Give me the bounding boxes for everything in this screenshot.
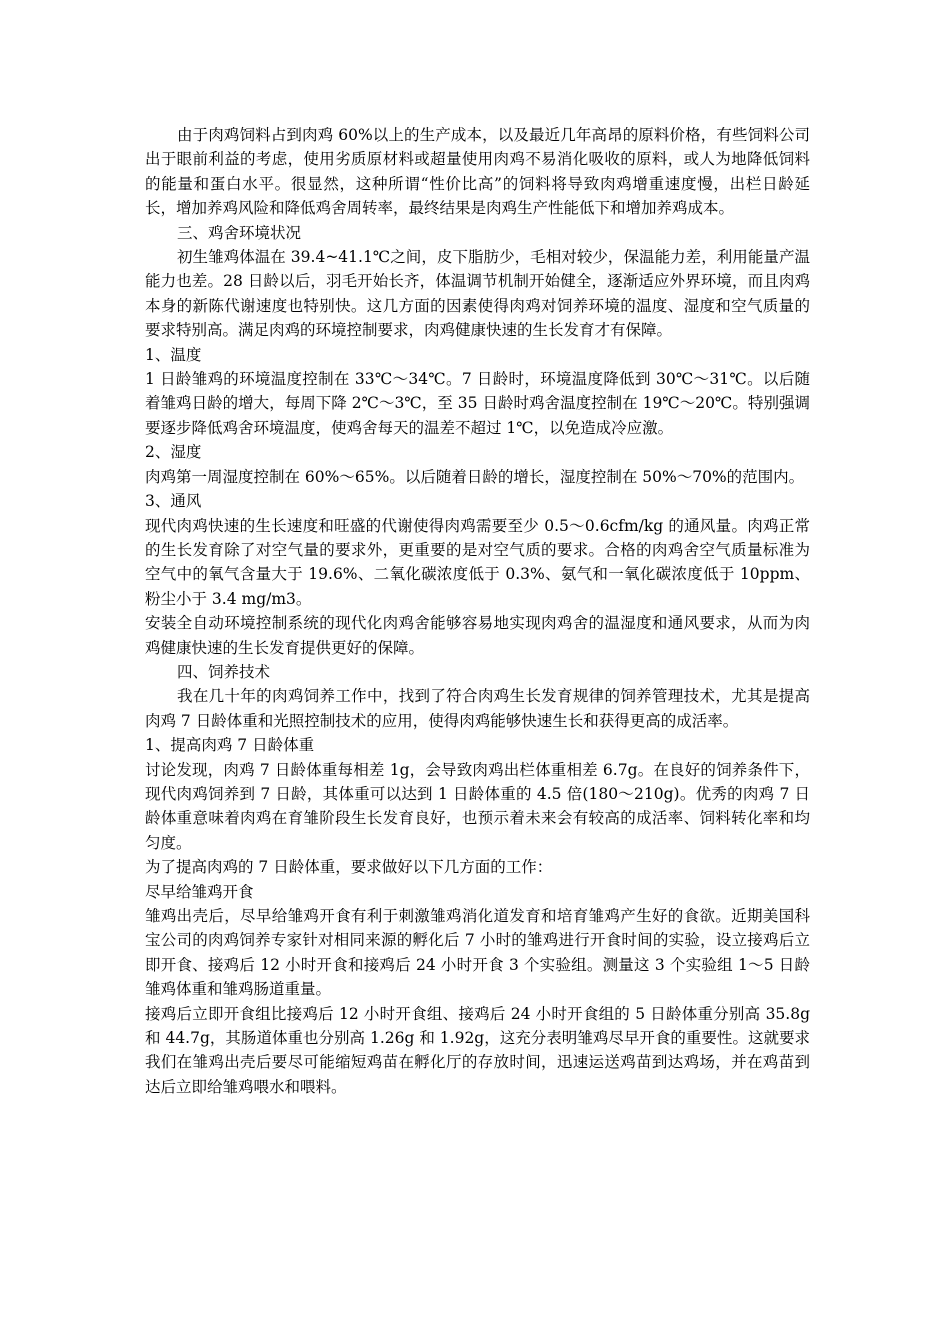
subheading-temperature: 1、温度 bbox=[145, 345, 202, 364]
intro-paragraph: 由于肉鸡饲料占到肉鸡 60%以上的生产成本，以及最近几年高昂的原料价格，有些饲料公司出于眼前利益的考虑，使用劣质原材料或超量使用肉鸡不易消化吸收的原料，或人为地降低饲料的能量和蛋白水平。很显然，这种所谓“性价比高”的饲料将导致肉鸡增重速度慢，出栏日龄延长，增加养鸡风险和降低鸡舍周转率，最终结果是肉鸡生产性能低下和增加养鸡成本。 bbox=[145, 126, 810, 218]
subheading-ventilation: 3、通风 bbox=[145, 492, 202, 511]
7day-weight-paragraph: 讨论发现，肉鸡 7 日龄体重每相差 1g，会导致肉鸡出栏体重相差 6.7g。在良好的饲养条件下，现代肉鸡饲养到 7 日龄，其体重可以达到 1 日龄体重的 4.5 倍(180～210g)。优秀的肉鸡 7 日龄体重意味着肉鸡在育雏阶段生长发育良好，也预示着未来会有较高的成活率、饲料转化率和均匀度。 bbox=[145, 760, 810, 852]
section-heading-environment: 三、鸡舍环境状况 bbox=[177, 223, 302, 242]
subheading-early-feeding: 尽早给雏鸡开食 bbox=[145, 882, 254, 901]
document-page bbox=[145, 123, 810, 1099]
ventilation-paragraph: 现代肉鸡快速的生长速度和旺盛的代谢使得肉鸡需要至少 0.5～0.6cfm/kg 的通风量。肉鸡正常的生长发育除了对空气量的要求外，更重要的是对空气质的要求。合格的肉鸡舍空气质量标准为空气中的氧气含量大于 19.6%、二氧化碳浓度低于 0.3%、氨气和一氧化碳浓度低于 10ppm、粉尘小于 3.4 mg/m3。 bbox=[145, 516, 810, 608]
temperature-paragraph: 1 日龄雏鸡的环境温度控制在 33℃～34℃。7 日龄时，环境温度降低到 30℃～31℃。以后随着雏鸡日龄的增大，每周下降 2℃～3℃，至 35 日龄时鸡舍温度控制在 19℃～20℃。特别强调要逐步降低鸡舍环境温度，使鸡舍每天的温差不超过 1℃，以免造成冷应激。 bbox=[145, 370, 810, 437]
subheading-humidity: 2、湿度 bbox=[145, 443, 202, 462]
early-feeding-results-paragraph: 接鸡后立即开食组比接鸡后 12 小时开食组、接鸡后 24 小时开食组的 5 日龄体重分别高 35.8g 和 44.7g，其肠道体重也分别高 1.26g 和 1.92g，这充分表明雏鸡尽早开食的重要性。这就要求我们在雏鸡出壳后要尽可能缩短鸡苗在孵化厅的存放时间，迅速运送鸡苗到达鸡场，并在鸡苗到达后立即给雏鸡喂水和喂料。 bbox=[145, 1004, 810, 1096]
humidity-paragraph: 肉鸡第一周湿度控制在 60%～65%。以后随着日龄的增长，湿度控制在 50%～70%的范围内。 bbox=[145, 467, 805, 486]
subheading-7day-weight: 1、提高肉鸡 7 日龄体重 bbox=[145, 736, 315, 755]
environment-paragraph: 初生雏鸡体温在 39.4~41.1℃之间，皮下脂肪少，毛相对较少，保温能力差，利用能量产温能力也差。28 日龄以后，羽毛开始长齐，体温调节机制开始健全，逐渐适应外界环境，而且肉鸡本身的新陈代谢速度也特别快。这几方面的因素使得肉鸡对饲养环境的温度、湿度和空气质量的要求特别高。满足肉鸡的环境控制要求，肉鸡健康快速的生长发育才有保障。 bbox=[145, 248, 810, 340]
work-intro-paragraph: 为了提高肉鸡的 7 日龄体重，要求做好以下几方面的工作： bbox=[145, 858, 553, 877]
control-system-paragraph: 安装全自动环境控制系统的现代化肉鸡舍能够容易地实现肉鸡舍的温湿度和通风要求，从而为肉鸡健康快速的生长发育提供更好的保障。 bbox=[145, 614, 810, 657]
early-feeding-paragraph: 雏鸡出壳后，尽早给雏鸡开食有利于刺激雏鸡消化道发育和培育雏鸡产生好的食欲。近期美国科宝公司的肉鸡饲养专家针对相同来源的孵化后 7 小时的雏鸡进行开食时间的实验，设立接鸡后立即开食、接鸡后 12 小时开食和接鸡后 24 小时开食 3 个实验组。测量这 3 个实验组 1～5 日龄雏鸡体重和雏鸡肠道重量。 bbox=[145, 907, 810, 999]
section-heading-feeding: 四、饲养技术 bbox=[177, 662, 271, 681]
feeding-intro-paragraph: 我在几十年的肉鸡饲养工作中，找到了符合肉鸡生长发育规律的饲养管理技术，尤其是提高肉鸡 7 日龄体重和光照控制技术的应用，使得肉鸡能够快速生长和获得更高的成活率。 bbox=[145, 687, 810, 730]
